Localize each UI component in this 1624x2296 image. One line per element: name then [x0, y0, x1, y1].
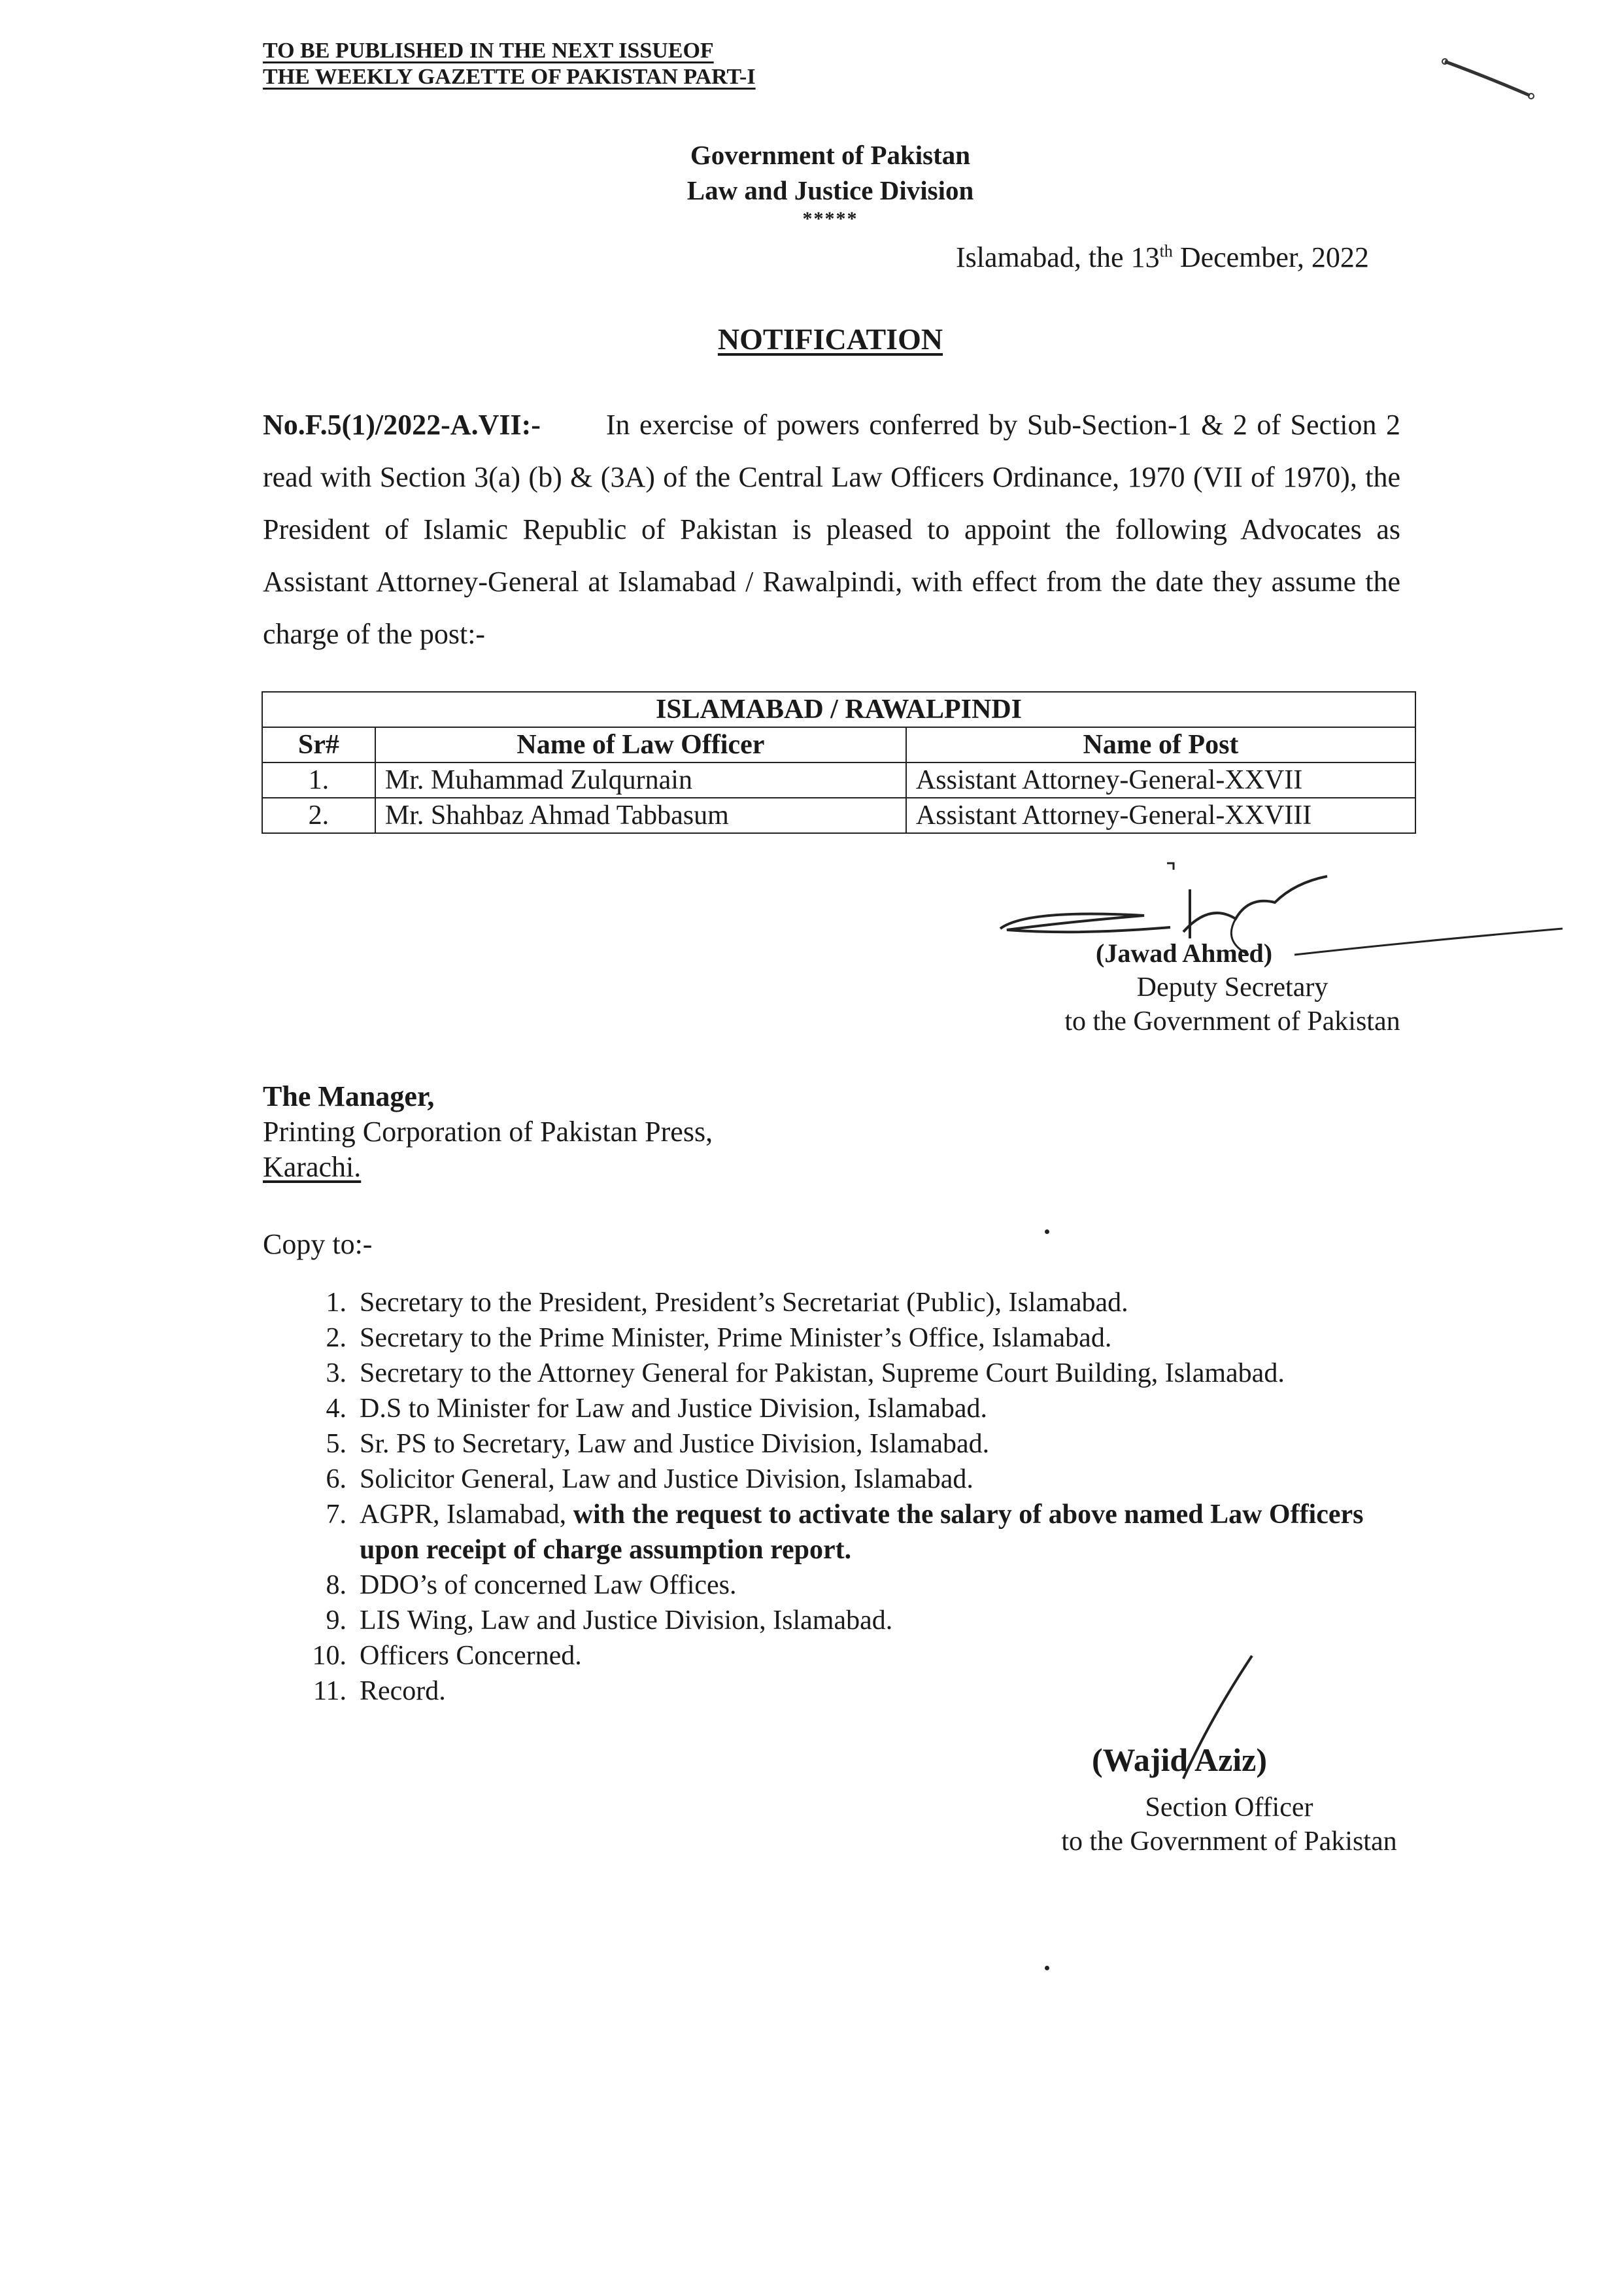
list-item: 9. LIS Wing, Law and Justice Division, Islamabad. — [326, 1605, 893, 1636]
row-officer-name: Mr. Shahbaz Ahmad Tabbasum — [375, 798, 906, 833]
row-post: Assistant Attorney-General-XXVIII — [906, 798, 1415, 833]
scan-speck — [1045, 1229, 1049, 1234]
list-item: 3. Secretary to the Attorney General for Pakistan, Supreme Court Building, Islamabad. — [326, 1358, 1285, 1388]
list-item: 4. D.S to Minister for Law and Justice Division, Islamabad. — [326, 1394, 988, 1424]
table-row — [262, 798, 1415, 833]
government-title: Government of Pakistan — [690, 140, 971, 170]
appointment-table — [262, 691, 1416, 834]
list-item: 6. Solicitor General, Law and Justice Division, Islamabad. — [326, 1464, 973, 1494]
notification-body — [263, 399, 1400, 660]
copy-to-list — [275, 1285, 1425, 1709]
col-header-sr: Sr# — [262, 727, 375, 762]
table-header-row — [262, 727, 1415, 762]
notification-title: NOTIFICATION — [717, 322, 943, 356]
signatory-1-name: (Jawad Ahmed) — [1096, 938, 1273, 968]
publish-line-1: TO BE PUBLISHED IN THE NEXT ISSUEOF — [263, 39, 714, 63]
signatory-1-org: to the Government of Pakistan — [1064, 1006, 1400, 1037]
col-header-post: Name of Post — [906, 727, 1415, 762]
signatory-2-designation: Section Officer — [1145, 1792, 1313, 1823]
addressee-block — [263, 1079, 713, 1185]
row-sr: 1. — [262, 762, 375, 798]
row-officer-name: Mr. Muhammad Zulqurnain — [375, 762, 906, 798]
row-sr: 2. — [262, 798, 375, 833]
staple-mark-icon — [1438, 52, 1543, 105]
signature-jawad-icon — [987, 857, 1576, 974]
list-item: 8. DDO’s of concerned Law Offices. — [326, 1570, 737, 1600]
signatory-2-name: (Wajid Aziz) — [1092, 1741, 1268, 1778]
issue-date: Islamabad, the 13th December, 2022 — [956, 241, 1369, 273]
signatory-1-designation: Deputy Secretary — [1136, 972, 1328, 1002]
table-caption: ISLAMABAD / RAWALPINDI — [262, 692, 1415, 727]
col-header-name: Name of Law Officer — [375, 727, 906, 762]
scan-speck — [1045, 1966, 1049, 1970]
list-item: 2. Secretary to the Prime Minister, Prime Minister’s Office, Islamabad. — [326, 1323, 1112, 1353]
division-title: Law and Justice Division — [686, 175, 974, 205]
signatory-2-org: to the Government of Pakistan — [1061, 1826, 1397, 1857]
list-item: 1. Secretary to the President, President’s Secretariat (Public), Islamabad. — [326, 1288, 1128, 1318]
separator-stars: ***** — [802, 208, 858, 230]
addressee-city: Karachi. — [263, 1151, 362, 1183]
list-item: 10. Officers Concerned. — [312, 1641, 582, 1671]
row-post: Assistant Attorney-General-XXVII — [906, 762, 1415, 798]
publish-line-2: THE WEEKLY GAZETTE OF PAKISTAN PART-I — [263, 65, 756, 89]
copy-to-label: Copy to:- — [263, 1228, 373, 1260]
notification-text: In exercise of powers conferred by Sub-Section-1 & 2 of Section 2 read with Section 3(a) (b) & (3A) of the Central Law Officers Ordinance, 1970 (VII of 1970), the President of Islamic Republic of Pakistan is pleased to appoint the following Advocates as Assistant Attorney-General at Islamabad / Rawalpindi, with effect from the date they assume the charge of the post:- — [263, 409, 1400, 650]
publication-notice — [263, 38, 756, 90]
list-item: 7. AGPR, Islamabad, with the request to activate the salary of above named Law Officers upon receipt of charge assumption report. — [326, 1499, 1364, 1565]
agpr-request: with the request to activate the salary of above named Law Officers upon receipt of charge assumption report. — [360, 1499, 1364, 1565]
notification-reference: No.F.5(1)/2022-A.VII:- — [263, 409, 541, 441]
list-item: 11. Record. — [313, 1676, 446, 1706]
list-item: 5. Sr. PS to Secretary, Law and Justice Division, Islamabad. — [326, 1429, 990, 1459]
table-row — [262, 762, 1415, 798]
addressee-title: The Manager, — [263, 1080, 435, 1112]
addressee-line-2: Printing Corporation of Pakistan Press, — [263, 1116, 713, 1148]
